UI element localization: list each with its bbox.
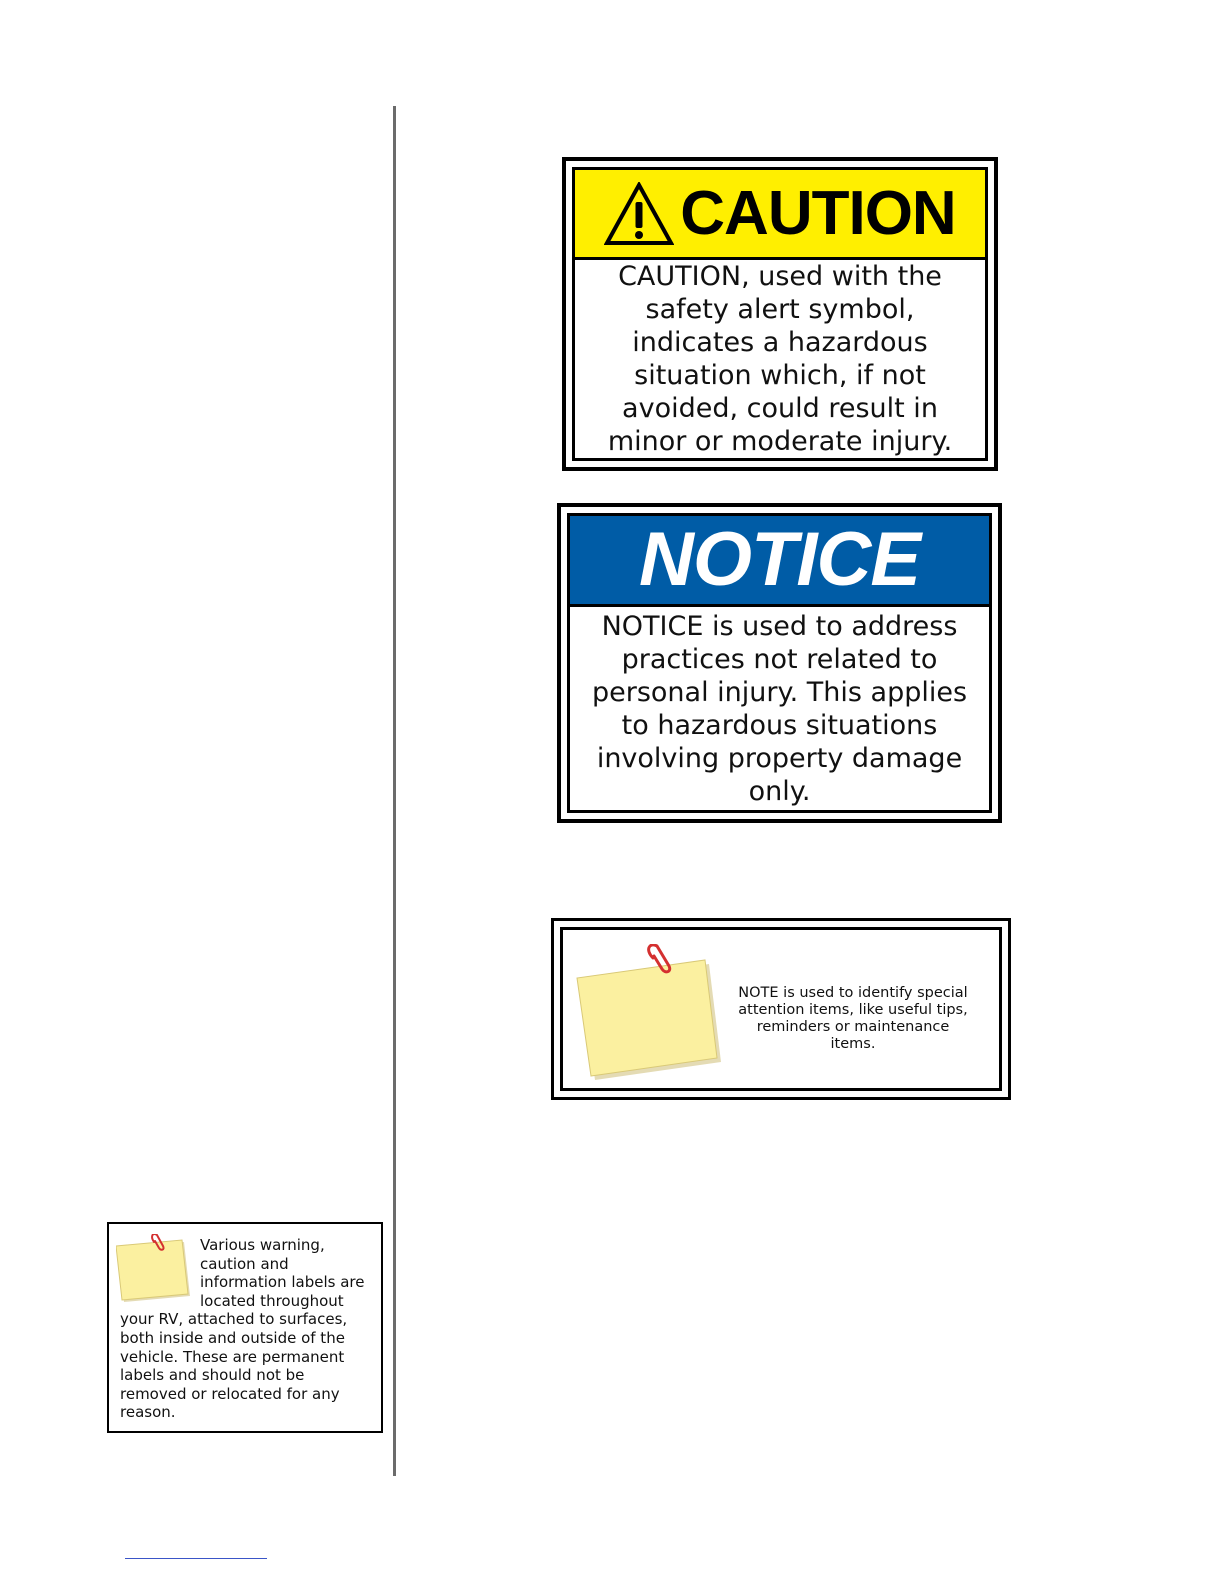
caution-sign — [562, 157, 998, 471]
notice-text: NOTICE is used to address practices not related to personal injury. This applies to hazardous situations involving property damage only. — [591, 610, 968, 807]
sticky-note-icon — [116, 1234, 192, 1306]
footer-link-underline — [125, 1558, 267, 1559]
column-divider — [393, 106, 396, 1476]
sidebar-note-text: Various warning, caution and information labels are located throughout your RV, attached to surfaces, both inside and outside of the vehicle. These are permanent labels and should not be removed or relocated for any reason. — [120, 1236, 365, 1422]
notice-header — [570, 516, 989, 607]
caution-text: CAUTION, used with the safety alert symbol, indicates a hazardous situation which, if not avoided, could result in minor or moderate injury. — [607, 261, 953, 457]
caution-header — [575, 170, 985, 260]
notice-sign — [557, 503, 1002, 823]
notice-signal-word: NOTICE — [638, 517, 921, 602]
sidebar-note — [107, 1222, 383, 1433]
safety-alert-icon — [604, 182, 674, 246]
note-box — [551, 918, 1011, 1100]
note-text: NOTE is used to identify special attention items, like useful tips, reminders or maintenance items. — [738, 985, 968, 1052]
sticky-note-icon — [575, 944, 725, 1089]
caution-signal-word: CAUTION — [680, 178, 956, 248]
